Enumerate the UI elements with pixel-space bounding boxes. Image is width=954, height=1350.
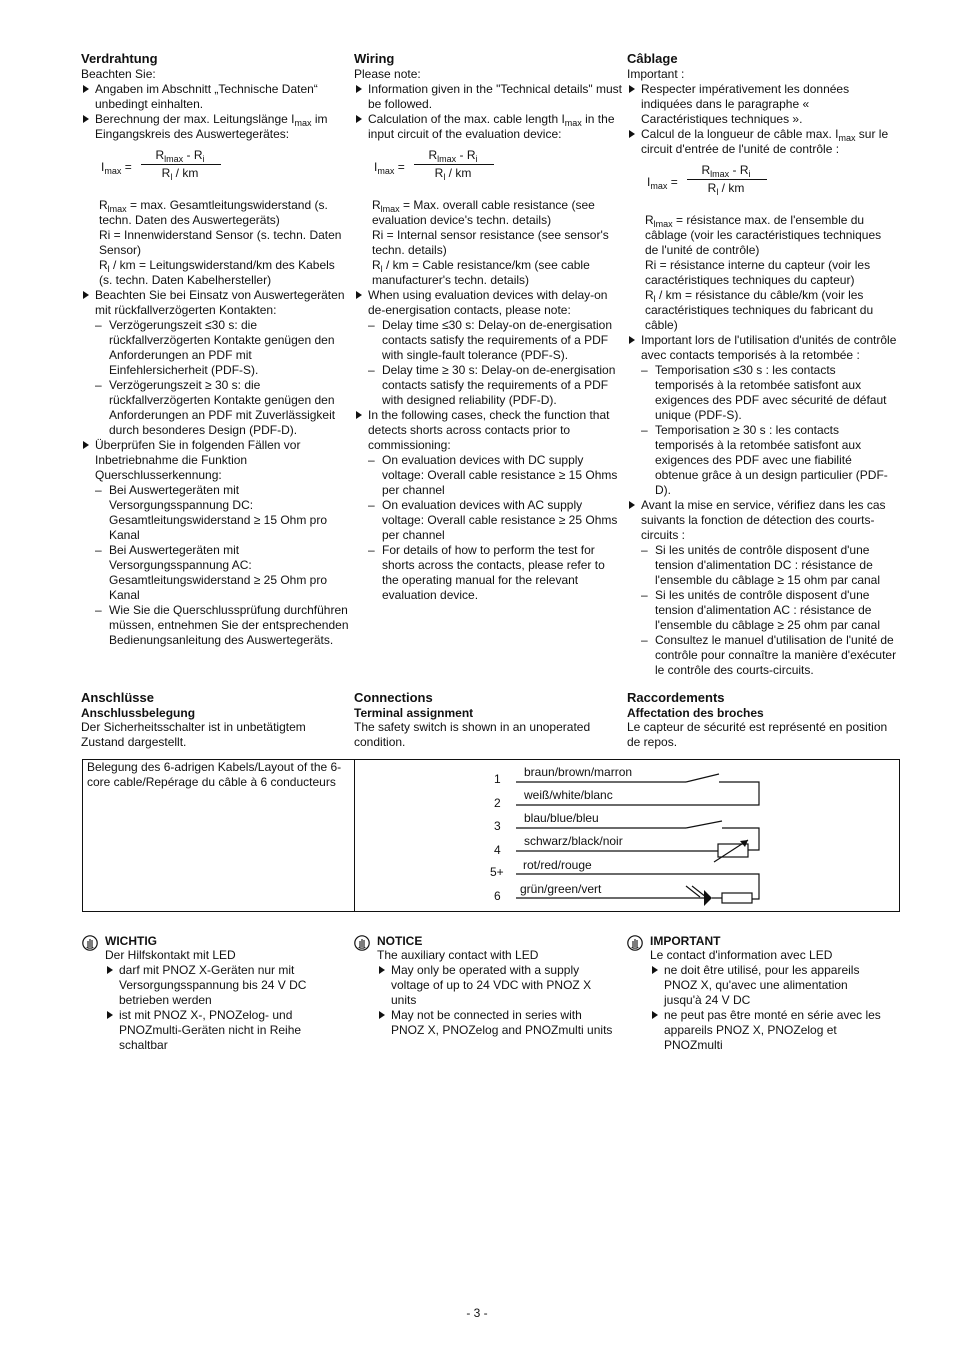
led-resistor [722,893,752,903]
table-caption-cell [83,760,355,911]
bullet-item: Important lors de l'utilisation d'unités de contrôle avec contacts temporisés à la retombée : [627,333,897,363]
bullet-item: ist mit PNOZ X-, PNOZelog- und PNOZmulti-Geräten nicht in Reihe schaltbar [105,1008,342,1053]
wire-number: 3 [494,819,501,833]
table-caption: Belegung des 6-adrigen Kabels/Layout of the 6-core cable/Repérage du câble à 6 conducteurs [87,760,342,789]
dash-item: – Temporisation ≥ 30 s : les contacts temporisés à la retombée satisfont aux exigences des PDF avec une fiabilité obtenue grâce à un design particulier (PDF-D). [627,423,897,498]
column-french [627,51,897,678]
subsection-title: Terminal assignment [354,706,474,720]
bullet-item: May only be operated with a supply voltage of up to 24 VDC with PNOZ X units [377,963,614,1008]
formula-definitions: $R_{lmax} = \max$. Gesamtleitungswiderstand (s. techn. Daten des Auswertegeräts) Ri = Innenwiderstand Sensor (s. techn. Daten Sensor) $R_l$ / km = Leitungswiderstand/km des Kabels (s. techn. Daten Kabelhersteller) [99,198,342,287]
note-intro: Beachten Sie: [81,67,156,81]
notice-title: IMPORTANT [650,934,721,948]
dash-item: – Delay time ≥ 30 s: Delay-on de-energisation contacts satisfy the requirements of a PDF with designed reliability (PDF-D). [354,363,624,408]
notice-text: Le contact d'information avec LED [650,948,833,962]
dash-item: – Delay time ≤30 s: Delay-on de-energisation contacts satisfy the requirements of a PDF with single-fault tolerance (PDF-S). [354,318,624,363]
hand-warning-icon [354,935,370,951]
dash-item: – Si les unités de contrôle disposent d'une tension d'alimentation DC : résistance de l'ensemble du câblage ≥ 15 ohm par canal [627,543,897,588]
wire-label: braun/brown/marron [524,765,633,779]
subsection-title: Anschlussbelegung [81,706,196,720]
wire-label: schwarz/black/noir [524,834,623,848]
bullet-item: Information given in the "Technical details" must be followed. [354,82,624,112]
wire-label: rot/red/rouge [523,858,592,872]
dash-item: – Verzögerungszeit ≥ 30 s: die rückfallverzögerten Kontakte genügen den Anforderungen an PDF mit Zuverlässigkeit durch besonderes Design (PDF-D). [81,378,351,438]
notice-text: Der Hilfskontakt mit LED [105,948,236,962]
wire-number: 1 [494,772,501,786]
notice-german [82,934,342,1053]
led-triangle [704,890,712,906]
dash-item: – On evaluation devices with DC supply voltage: Overall cable resistance ≥ 15 Ohms per channel [354,453,624,498]
notice-title: WICHTIG [105,934,157,948]
notice-english [354,934,614,1038]
bullet-item: Calcul de la longueur de câble max. $I_{max}$ sur le circuit d'entrée de l'unité de contrôle : [627,127,897,157]
wire-label: grün/green/vert [520,882,602,896]
bullet-item: May not be connected in series with PNOZ X, PNOZelog and PNOZmulti units [377,1008,614,1038]
switch-contact [686,821,722,828]
bullet-item: Respecter impérativement les données indiquées dans le paragraphe « Caractéristiques techniques ». [627,82,897,127]
connections-german [81,690,351,750]
dash-item: – On evaluation devices with AC supply voltage: Overall cable resistance ≥ 25 Ohms per channel [354,498,624,543]
note-intro: Important : [627,67,685,81]
connections-text: Der Sicherheitsschalter ist in unbetätigtem Zustand dargestellt. [81,720,306,749]
cable-length-formula: $I_{max}$ = $R_{lmax} - R_i$ $R_l$ / km [374,148,624,192]
subsection-title: Affectation des broches [627,706,764,720]
dash-item: – Si les unités de contrôle disposent d'une tension d'alimentation AC : résistance de l'ensemble du câblage ≥ 25 ohm par canal [627,588,897,633]
dash-item: – Consultez le manuel d'utilisation de l'unité de contrôle pour connaître la manière d'exécuter le contrôle des courts-circuits. [627,633,897,678]
bullet-item: In the following cases, check the function that detects shorts across contacts prior to commissioning: [354,408,624,453]
formula-definitions: $R_{lmax}$ = Max. overall cable resistance (see evaluation device's techn. details) Ri = Internal sensor resistance (see sensor's techn. details) $R_l$ / km = Cable resistance/km (see cable manufacturer's techn. details) [372,198,609,287]
connections-english [354,690,624,750]
wire-number: 6 [494,889,501,903]
terminal-assignment-table [82,759,900,912]
bullet-item: ne doit être utilisé, pour les appareils PNOZ X, qu'avec une alimentation jusqu'à 24 V DC [650,963,887,1008]
notice-title: NOTICE [377,934,423,948]
switch-contact [686,774,719,782]
formula-definitions: $R_{lmax}$ = résistance max. de l'ensemble du câblage (voir les caractéristiques techniques de l'unité de contrôle) Ri = résistance interne du capteur (voir les caractéristiques techniques du capteur) $R_l$ / km = résistance du câble/km (voir les caractéristiques techniques du fabricant du câble) [645,213,882,332]
section-title-connections: Anschlüsse [81,690,154,705]
bullet-item: darf mit PNOZ X-Geräten nur mit Versorgungsspannung bis 24 V DC betrieben werden [105,963,342,1008]
bullet-item: Berechnung der max. Leitungslänge $I_{max}$ im Eingangskreis des Auswertegerätes: [81,112,351,142]
bullet-item: ne peut pas être monté en série avec les appareils PNOZ X, PNOZelog et PNOZmulti [650,1008,887,1053]
wiring-diagram [356,760,899,911]
bullet-item: Angaben im Abschnitt „Technische Daten“ unbedingt einhalten. [81,82,351,112]
page-number: - 3 - [466,1306,488,1320]
dash-item: – Temporisation ≤30 s : les contacts temporisés à la retombée satisfont aux exigences des PDF avec sécurité de défaut unique (PDF-S). [627,363,897,423]
section-title-connections: Raccordements [627,690,725,705]
wire-label: blau/blue/bleu [524,811,599,825]
connections-french [627,690,897,750]
led-arrow [686,886,706,897]
connections-text: The safety switch is shown in an unoperated condition. [354,720,591,749]
bullet-item: Calculation of the max. cable length $I_{max}$ in the input circuit of the evaluation device: [354,112,624,142]
notice-french [627,934,887,1053]
dash-item: – Verzögerungszeit ≤30 s: die rückfallverzögerten Kontakte genügen den Anforderungen an PDF mit Einfehlersicherheit (PDF-S). [81,318,351,378]
hand-warning-icon [627,935,643,951]
cable-length-formula: $I_{max}$ = $R_{lmax} - R_i$ $R_l$ / km [101,148,351,192]
dash-item: – Bei Auswertegeräten mit Versorgungsspannung AC: Gesamtleitungswiderstand ≥ 25 Ohm pro Kanal [81,543,351,603]
notice-text: The auxiliary contact with LED [377,948,539,962]
dash-item: – For details of how to perform the test for shorts across the contacts, please refer to the operating manual for the relevant evaluation device. [354,543,624,603]
bullet-item: Beachten Sie bei Einsatz von Auswertegeräten mit rückfallverzögerten Kontakten: [81,288,351,318]
section-title-connections: Connections [354,690,433,705]
sensor-element [718,844,748,857]
hand-warning-icon [82,935,98,951]
bullet-item: Avant la mise en service, vérifiez dans les cas suivants la fonction de détection des courts-circuits : [627,498,897,543]
connections-text: Le capteur de sécurité est représenté en position de repos. [627,720,888,749]
column-english [354,51,624,603]
dash-item: – Bei Auswertegeräten mit Versorgungsspannung DC: Gesamtleitungswiderstand ≥ 15 Ohm pro Kanal [81,483,351,543]
wire-number: 2 [494,796,501,810]
wire-number: 4 [494,843,501,857]
section-title-wiring: Câblage [627,51,678,66]
section-title-wiring: Verdrahtung [81,51,158,66]
section-title-wiring: Wiring [354,51,395,66]
wire-line [722,828,759,850]
bullet-item: When using evaluation devices with delay-on de-energisation contacts, please note: [354,288,624,318]
cable-length-formula: $I_{max}$ = $R_{lmax} - R_i$ $R_l$ / km [647,163,897,207]
column-german [81,51,351,648]
wire-label: weiß/white/blanc [524,788,613,802]
note-intro: Please note: [354,67,421,81]
bullet-item: Überprüfen Sie in folgenden Fällen vor Inbetriebnahme die Funktion Querschlusserkennung: [81,438,351,483]
wire-number: 5+ [490,865,504,879]
dash-item: – Wie Sie die Querschlussprüfung durchführen müssen, entnehmen Sie der entsprechenden Bedienungsanleitung des Auswertegeräts. [81,603,351,648]
